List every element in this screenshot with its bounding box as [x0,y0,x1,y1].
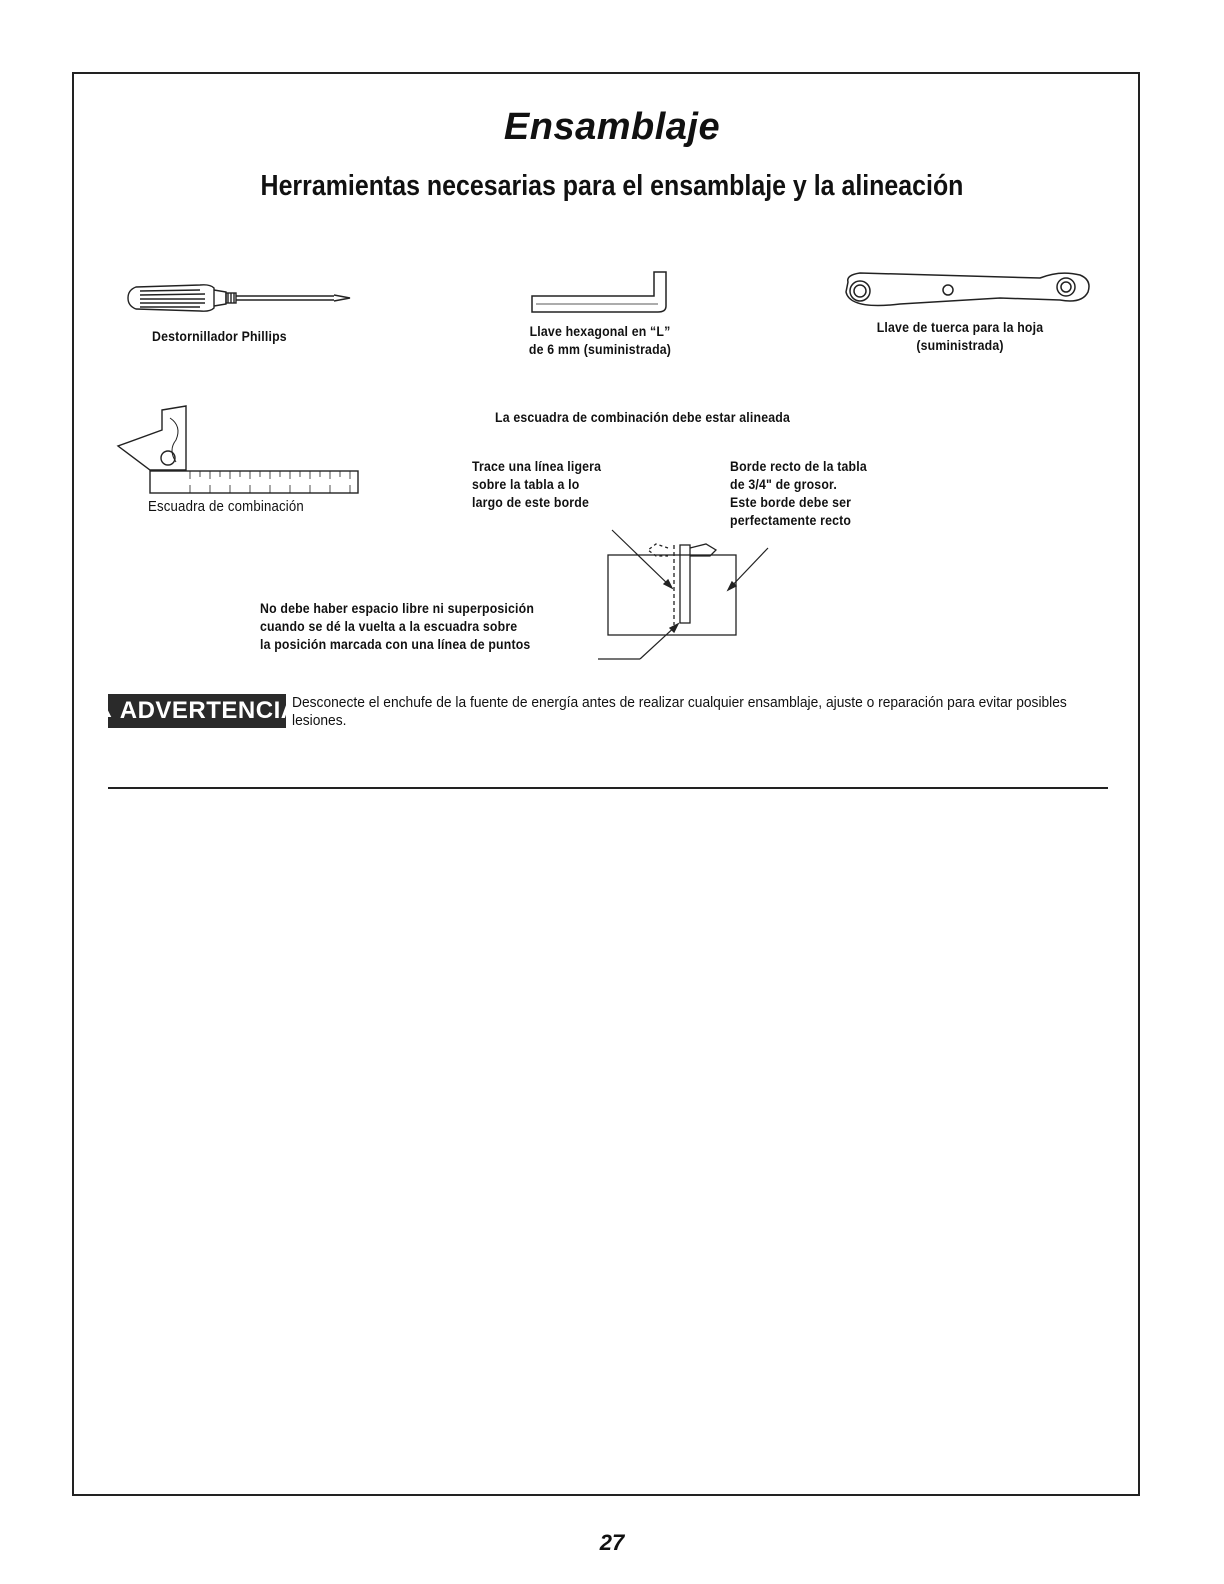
screwdriver-illustration [128,285,350,311]
edge-note-line4: perfectamente recto [730,512,852,528]
blade-wrench-caption-line1: Llave de tuerca para la hoja [876,319,1044,335]
page-title: Ensamblaje [503,106,721,148]
trace-note-line2: sobre la tabla a lo [472,476,580,492]
gap-note-line2: cuando se dé la vuelta a la escuadra sobre [260,618,518,634]
warning-text: Desconecte el enchufe de la fuente de energía antes de realizar cualquier ensamblaje, ajuste o reparación para evitar posibles lesiones. [292,694,1067,729]
page-subtitle: Herramientas necesarias para el ensamblaje y la alineación [260,170,964,202]
hex-key-illustration [532,272,666,312]
blade-wrench-caption-line2: (suministrada) [916,337,1004,353]
gap-note [260,599,534,653]
edge-note-line1: Borde recto de la tabla [730,458,867,474]
section-divider [108,787,1108,789]
edge-note-line3: Este borde debe ser [730,494,852,510]
warning-badge [95,694,299,728]
warning-badge-label: ADVERTENCIA [119,697,299,724]
blade-wrench-caption [846,318,1075,354]
combination-square-illustration [118,406,358,493]
alignment-diagram [598,530,768,659]
screwdriver-caption: Destornillador Phillips [152,328,287,344]
edge-note-line2: de 3/4" de grosor. [730,476,837,492]
edge-note [730,457,867,529]
trace-note-line1: Trace una línea ligera [472,458,602,474]
trace-note [472,457,601,511]
gap-note-line3: la posición marcada con una línea de puntos [260,636,531,652]
page-number: 27 [599,1530,625,1555]
alignment-heading: La escuadra de combinación debe estar alineada [495,409,790,425]
hex-key-caption-line1: Llave hexagonal en “L” [529,323,671,339]
trace-note-line3: largo de este borde [472,494,589,510]
combination-square-caption: Escuadra de combinación [148,498,304,515]
warning-triangle-icon: ▲ [95,699,116,722]
blade-wrench-illustration [846,273,1089,306]
hex-key-caption [494,322,705,358]
gap-note-line1: No debe haber espacio libre ni superposición [260,600,535,616]
hex-key-caption-line2: de 6 mm (suministrada) [528,341,672,357]
